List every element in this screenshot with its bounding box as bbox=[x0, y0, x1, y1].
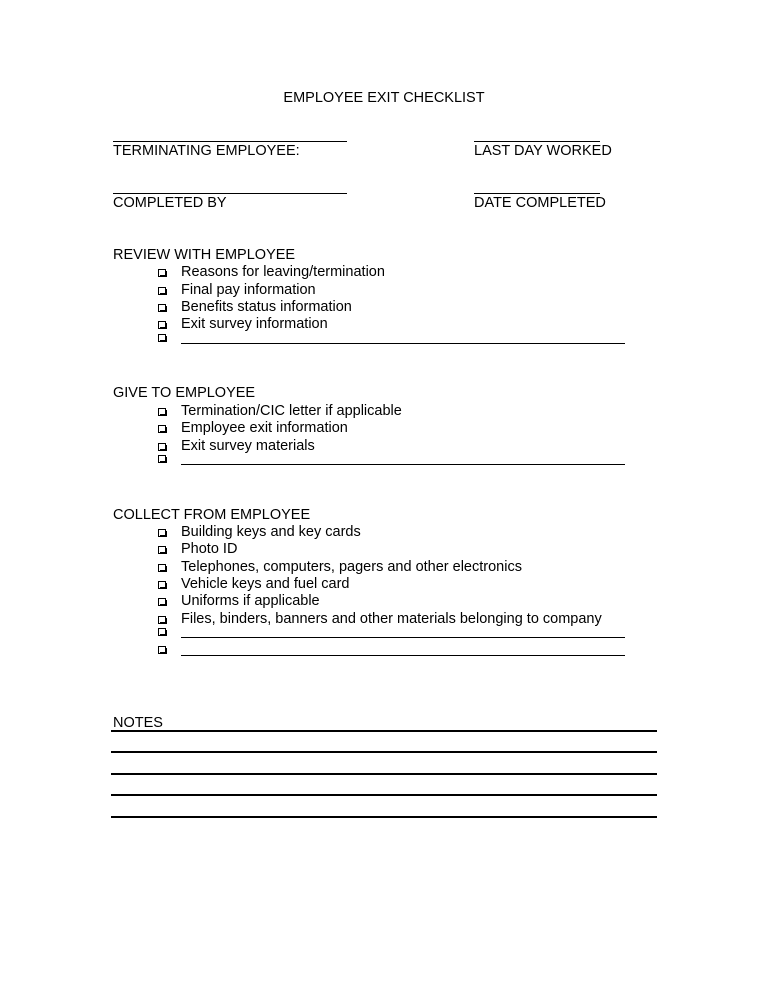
checkbox-icon[interactable] bbox=[158, 269, 166, 277]
checkbox-icon[interactable] bbox=[158, 287, 166, 295]
give-item-label: Exit survey materials bbox=[181, 438, 315, 454]
checkbox-icon[interactable] bbox=[158, 628, 166, 636]
review-item-label: Exit survey information bbox=[181, 316, 328, 332]
blank-entry-line[interactable] bbox=[181, 636, 625, 638]
give-section-heading: GIVE TO EMPLOYEE bbox=[113, 385, 256, 401]
last-day-worked-label: LAST DAY WORKED bbox=[474, 143, 612, 159]
checkbox-icon[interactable] bbox=[158, 598, 166, 606]
checkbox-icon[interactable] bbox=[158, 529, 166, 537]
checkbox-icon[interactable] bbox=[158, 564, 166, 572]
collect-item-label: Photo ID bbox=[181, 541, 238, 557]
checkbox-icon[interactable] bbox=[158, 581, 166, 589]
terminating-employee-label: TERMINATING EMPLOYEE: bbox=[113, 143, 300, 159]
collect-item[interactable] bbox=[158, 559, 522, 576]
checkbox-icon[interactable] bbox=[158, 321, 166, 329]
notes-line[interactable] bbox=[111, 794, 657, 796]
notes-line[interactable] bbox=[111, 730, 657, 732]
review-item-blank[interactable] bbox=[158, 334, 625, 342]
collect-item[interactable] bbox=[158, 576, 349, 593]
give-item-label: Termination/CIC letter if applicable bbox=[181, 403, 402, 419]
review-item[interactable] bbox=[158, 282, 316, 299]
checkbox-icon[interactable] bbox=[158, 334, 166, 342]
give-item[interactable] bbox=[158, 420, 348, 437]
checkbox-icon[interactable] bbox=[158, 443, 166, 451]
blank-entry-line[interactable] bbox=[181, 654, 625, 656]
checkbox-icon[interactable] bbox=[158, 408, 166, 416]
review-item-label: Final pay information bbox=[181, 282, 316, 298]
completed-by-label: COMPLETED BY bbox=[113, 195, 227, 211]
page-title: EMPLOYEE EXIT CHECKLIST bbox=[283, 90, 485, 106]
collect-item-label: Files, binders, banners and other materials belonging to company bbox=[181, 611, 602, 627]
completed-by-field[interactable] bbox=[113, 193, 347, 194]
checkbox-icon[interactable] bbox=[158, 304, 166, 312]
checkbox-icon[interactable] bbox=[158, 646, 166, 654]
collect-item-label: Vehicle keys and fuel card bbox=[181, 576, 350, 592]
review-item[interactable] bbox=[158, 316, 328, 333]
review-section-heading: REVIEW WITH EMPLOYEE bbox=[113, 247, 296, 263]
collect-item-blank[interactable] bbox=[158, 628, 625, 636]
checkbox-icon[interactable] bbox=[158, 546, 166, 554]
review-item[interactable] bbox=[158, 264, 385, 281]
collect-item-label: Uniforms if applicable bbox=[181, 593, 320, 609]
notes-line[interactable] bbox=[111, 751, 657, 753]
collect-item[interactable] bbox=[158, 611, 602, 628]
collect-item[interactable] bbox=[158, 593, 320, 610]
notes-line[interactable] bbox=[111, 773, 657, 775]
date-completed-label: DATE COMPLETED bbox=[474, 195, 606, 211]
give-item[interactable] bbox=[158, 403, 402, 420]
checkbox-icon[interactable] bbox=[158, 616, 166, 624]
blank-entry-line[interactable] bbox=[181, 463, 625, 465]
give-item-label: Employee exit information bbox=[181, 420, 348, 436]
review-item[interactable] bbox=[158, 299, 352, 316]
collect-item[interactable] bbox=[158, 541, 237, 558]
blank-entry-line[interactable] bbox=[181, 342, 625, 344]
date-completed-field[interactable] bbox=[474, 193, 600, 194]
collect-item[interactable] bbox=[158, 524, 361, 541]
collect-item-label: Telephones, computers, pagers and other electronics bbox=[181, 559, 522, 575]
last-day-worked-field[interactable] bbox=[474, 141, 600, 142]
give-item-blank[interactable] bbox=[158, 455, 625, 463]
collect-item-blank[interactable] bbox=[158, 646, 625, 654]
give-item[interactable] bbox=[158, 438, 315, 455]
review-item-label: Reasons for leaving/termination bbox=[181, 264, 385, 280]
checkbox-icon[interactable] bbox=[158, 425, 166, 433]
collect-item-label: Building keys and key cards bbox=[181, 524, 361, 540]
notes-heading: NOTES bbox=[113, 715, 163, 731]
terminating-employee-field[interactable] bbox=[113, 141, 347, 142]
collect-section-heading: COLLECT FROM EMPLOYEE bbox=[113, 507, 311, 523]
checkbox-icon[interactable] bbox=[158, 455, 166, 463]
review-item-label: Benefits status information bbox=[181, 299, 352, 315]
notes-line[interactable] bbox=[111, 816, 657, 818]
